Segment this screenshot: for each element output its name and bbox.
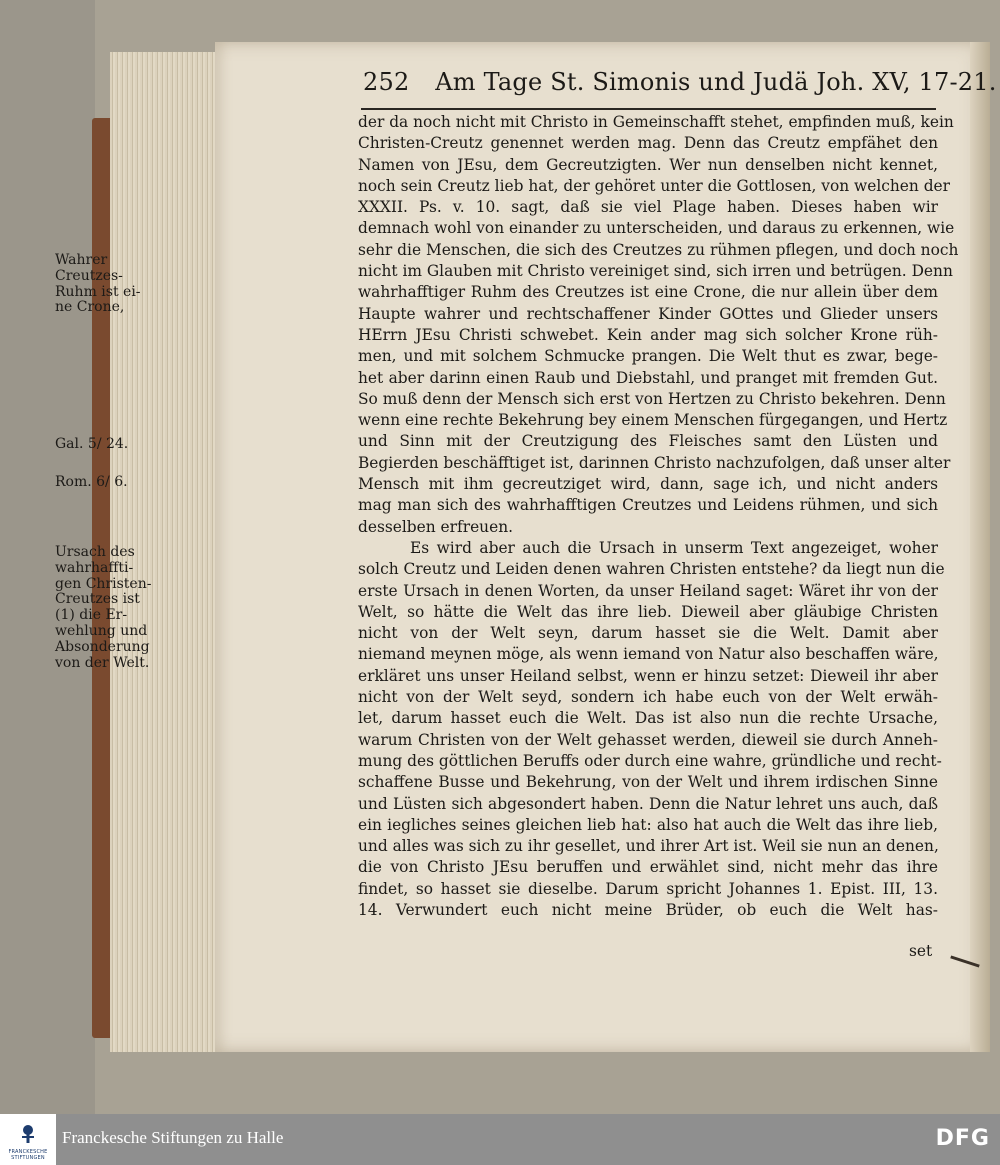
text-line: Begierden beschäfftiget ist, darinnen Christo nachzufolgen, daß unser alter bbox=[358, 453, 951, 472]
text-line: erste Ursach in denen Worten, da unser Heiland saget: Wäret ihr von der bbox=[358, 581, 938, 600]
text-line: erkläret uns unser Heiland selbst, wenn er hinzu setzet: Dieweil ihr aber bbox=[358, 666, 938, 685]
text-line: Welt, so hätte die Welt das ihre lieb. Dieweil aber gläubige Christen bbox=[358, 602, 938, 621]
text-line: noch sein Creutz lieb hat, der gehöret unter die Gottlosen, von welchen der bbox=[358, 176, 951, 195]
margin-note-line: Absonderung bbox=[55, 638, 150, 655]
text-line: desselben erfreuen. bbox=[358, 517, 514, 536]
page-gutter-shadow bbox=[970, 42, 990, 1052]
margin-note-line: Wahrer bbox=[55, 252, 108, 268]
text-line: niemand meynen möge, als wenn iemand von Natur also beschaffen wäre, bbox=[358, 645, 939, 664]
logo-text bbox=[3, 1149, 53, 1161]
text-line: Mensch mit ihm gecreutziget wird, dann, sage ich, und nicht anders bbox=[358, 475, 938, 494]
text-line: schaffene Busse und Bekehrung, von der Welt und ihrem irdischen Sinne bbox=[358, 773, 938, 792]
text-line: Es wird aber auch die Ursach in unserm Text angezeiget, woher bbox=[410, 538, 938, 557]
margin-note-line: Creutzes- bbox=[55, 267, 123, 284]
text-line: die von Christo JEsu beruffen und erwählet sind, nicht mehr das ihre bbox=[358, 858, 938, 877]
running-header bbox=[363, 68, 997, 96]
margin-note-cause bbox=[55, 545, 151, 671]
margin-note-line: Gal. 5/ 24. bbox=[55, 436, 129, 452]
text-line: nicht im Glauben mit Christo vereiniget sind, sich irren und betrügen. Denn bbox=[358, 262, 953, 281]
text-line: und Sinn mit der Creutzigung des Fleisches samt den Lüsten und bbox=[358, 432, 938, 451]
logo-text-line: STIFTUNGEN bbox=[11, 1155, 45, 1161]
body-text bbox=[358, 112, 959, 921]
footer-bar bbox=[0, 1114, 1000, 1165]
text-line: 14. Verwundert euch nicht meine Brüder, ob euch die Welt has- bbox=[358, 900, 938, 919]
margin-note-crown bbox=[55, 253, 141, 316]
text-line: der da noch nicht mit Christo in Gemeinschafft stehet, empfinden muß, kein bbox=[358, 113, 954, 131]
margin-note-romans bbox=[55, 475, 128, 491]
book-page bbox=[215, 42, 997, 1052]
logo-text-line: FRANCKESCHE bbox=[8, 1149, 48, 1155]
text-line: warum Christen von der Welt gehasset werden, dieweil sie durch Anneh- bbox=[358, 730, 938, 749]
text-line: findet, so hasset sie dieselbe. Darum spricht Johannes 1. Epist. III, 13. bbox=[358, 879, 938, 898]
margin-note-line: wehlung und bbox=[55, 622, 148, 639]
margin-note-galatians bbox=[55, 437, 128, 453]
margin-note-line: gen Christen- bbox=[55, 575, 152, 592]
text-line: wahrhafftiger Ruhm des Creutzes ist eine Crone, die nur allein über dem bbox=[358, 283, 938, 302]
text-line: ein iegliches seines gleichen lieb hat: also hat auch die Welt das ihre lieb, bbox=[358, 815, 938, 834]
margin-note-line: Creutzes ist bbox=[55, 591, 140, 608]
catchword: set bbox=[909, 942, 933, 960]
margin-note-line: (1) die Er- bbox=[55, 607, 128, 624]
sun-eagle-emblem-icon bbox=[18, 1123, 38, 1145]
text-line: mag man sich des wahrhafftigen Creutzes und Leidens rühmen, und sich bbox=[358, 496, 938, 515]
margin-note-line: Ruhm ist ei- bbox=[55, 283, 141, 300]
institution-name[interactable]: Franckesche Stiftungen zu Halle bbox=[62, 1128, 284, 1147]
header-rule bbox=[361, 108, 936, 110]
margin-note-line: wahrhaffti- bbox=[55, 559, 134, 576]
text-line: demnach wohl von einander zu unterscheiden, und daraus zu erkennen, wie bbox=[358, 219, 955, 238]
margin-note-line: von der Welt. bbox=[55, 654, 150, 671]
text-line: nicht von der Welt seyn, darum hasset sie die Welt. Damit aber bbox=[358, 624, 938, 643]
text-line: XXXII. Ps. v. 10. sagt, daß sie viel Plage haben. Dieses haben wir bbox=[358, 198, 938, 217]
margin-note-line: Ursach des bbox=[55, 544, 135, 560]
text-line: Christen-Creutz genennet werden mag. Denn das Creutz empfähet den bbox=[358, 134, 938, 153]
running-title: Am Tage St. Simonis und Judä Joh. XV, 17-21. bbox=[435, 68, 997, 96]
text-line: wenn eine rechte Bekehrung bey einem Menschen fürgegangen, und Hertz bbox=[358, 411, 948, 430]
page-number: 252 bbox=[363, 68, 410, 96]
text-line: und Lüsten sich abgesondert haben. Denn die Natur lehret uns auch, daß bbox=[358, 794, 938, 813]
text-line: HErrn JEsu Christi schwebet. Kein ander mag sich solcher Krone rüh- bbox=[358, 325, 938, 344]
text-line: Haupte wahrer und rechtschaffener Kinder GOttes und Glieder unsers bbox=[358, 304, 938, 323]
margin-note-line: ne Crone, bbox=[55, 299, 125, 316]
text-line: und alles was sich zu ihr gesellet, und ihrer Art ist. Weil sie nun an denen, bbox=[358, 837, 939, 856]
text-line: men, und mit solchem Schmucke prangen. Die Welt thut es zwar, bege- bbox=[358, 347, 938, 366]
text-line: solch Creutz und Leiden denen wahren Christen entstehe? da liegt nun die bbox=[358, 560, 945, 579]
text-line: het aber darinn einen Raub und Diebstahl, und pranget mit fremden Gut. bbox=[358, 368, 938, 387]
text-line: sehr die Menschen, die sich des Creutzes zu rühmen pflegen, und doch noch bbox=[358, 240, 959, 259]
text-line: So muß denn der Mensch sich erst von Hertzen zu Christo bekehren. Denn bbox=[358, 389, 946, 408]
text-line: let, darum hasset euch die Welt. Das ist also nun die rechte Ursache, bbox=[358, 709, 938, 728]
text-line: mung des göttlichen Beruffs oder durch eine wahre, gründliche und recht- bbox=[358, 751, 942, 770]
margin-note-line: Rom. 6/ 6. bbox=[55, 474, 128, 490]
dfg-logo[interactable]: DFG bbox=[935, 1126, 990, 1151]
text-line: nicht von der Welt seyd, sondern ich habe euch von der Welt erwäh- bbox=[358, 688, 938, 707]
institution-logo[interactable] bbox=[0, 1114, 56, 1165]
text-line: Namen von JEsu, dem Gecreutzigten. Wer nun denselben nicht kennet, bbox=[358, 155, 938, 174]
